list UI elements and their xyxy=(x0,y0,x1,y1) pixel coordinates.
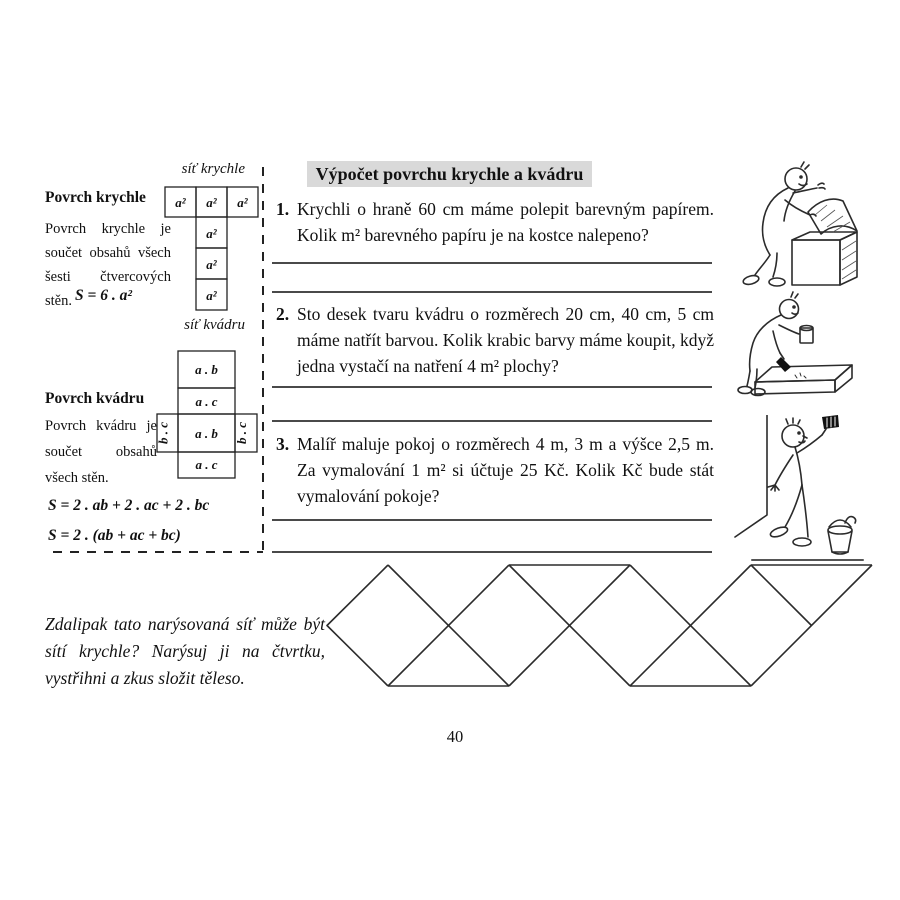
answer-line xyxy=(272,262,712,264)
answer-line xyxy=(272,420,712,422)
cube-net-cell-label: a² xyxy=(175,195,186,210)
illustration-painting-board xyxy=(715,285,895,425)
cuboid-net-cell-ab: a . b xyxy=(195,426,218,441)
sidebar-dashed-border-horizontal xyxy=(53,551,263,553)
cube-net-cell-label: a² xyxy=(206,195,217,210)
cuboid-surface-formula-expanded: S = 2 . ab + 2 . ac + 2 . bc xyxy=(48,497,210,514)
cuboid-net-cell-ac: a . c xyxy=(195,394,218,409)
cube-net-puzzle-diagram xyxy=(315,550,900,700)
cuboid-net-cell-bc: b . c xyxy=(234,421,249,445)
cube-section-title: Povrch krychle xyxy=(45,189,146,206)
problem-2 xyxy=(276,301,714,379)
page-number: 40 xyxy=(446,727,464,746)
problem-1-text: Krychli o hraně 60 cm máme polepit barevným papírem. Kolik m² barevného papíru je na kostce nalepeno? xyxy=(297,199,714,245)
illustration-painter-at-wall xyxy=(715,415,895,565)
problem-2-text: Sto desek tvaru kvádru o rozměrech 20 cm, 40 cm, 5 cm máme natřít barvou. Kolik krabic barvy máme koupit, když jedna vystačí na natření 4 m² plochy? xyxy=(297,304,714,376)
section-header: Výpočet povrchu krychle a kvádru xyxy=(307,161,592,187)
illustration-gluing-paper-on-cube xyxy=(715,155,895,295)
answer-line xyxy=(272,386,712,388)
cube-net-cell-label: a² xyxy=(206,226,217,241)
cuboid-net-diagram xyxy=(156,350,258,480)
cuboid-net-label: síť kvádru xyxy=(184,317,245,333)
problem-3-number: 3. xyxy=(276,434,290,454)
cube-net-cell-label: a² xyxy=(206,257,217,272)
problem-1 xyxy=(276,196,714,248)
cube-net-cell-label: a² xyxy=(237,195,248,210)
answer-line xyxy=(272,291,712,293)
cube-net-cell-label: a² xyxy=(206,288,217,303)
cuboid-net-cell-bc: b . c xyxy=(156,421,171,445)
problem-3-text: Malíř maluje pokoj o rozměrech 4 m, 3 m a výšce 2,5 m. Za vymalování 1 m² si účtuje 25 Kč. Kolik Kč bude stát vymalování pokoje? xyxy=(297,434,714,506)
footer-challenge-note: Zdalipak tato narýsovaná síť může být sítí krychle? Narýsuj ji na čtvrtku, vystřihni a zkus složit těleso. xyxy=(45,614,325,688)
cuboid-description: Povrch kvádru je součet obsahů všech stěn. xyxy=(45,418,157,486)
cube-description: Povrch krychle je součet obsahů všech šesti čtvercových stěn. xyxy=(45,221,171,309)
answer-line xyxy=(272,519,712,521)
problem-2-number: 2. xyxy=(276,304,290,324)
cuboid-net-cell-ab: a . b xyxy=(195,362,218,377)
cuboid-net-cell-ac: a . c xyxy=(195,457,218,472)
problem-1-number: 1. xyxy=(276,199,290,219)
cube-net-label: síť krychle xyxy=(181,161,245,177)
cube-surface-formula: S = 6 . a² xyxy=(75,287,132,304)
cube-net-diagram xyxy=(164,186,260,313)
cuboid-surface-formula-factored: S = 2 . (ab + ac + bc) xyxy=(48,527,181,544)
cuboid-section-title: Povrch kvádru xyxy=(45,390,145,407)
sidebar-dashed-border-vertical xyxy=(262,167,264,553)
problem-3 xyxy=(276,431,714,509)
